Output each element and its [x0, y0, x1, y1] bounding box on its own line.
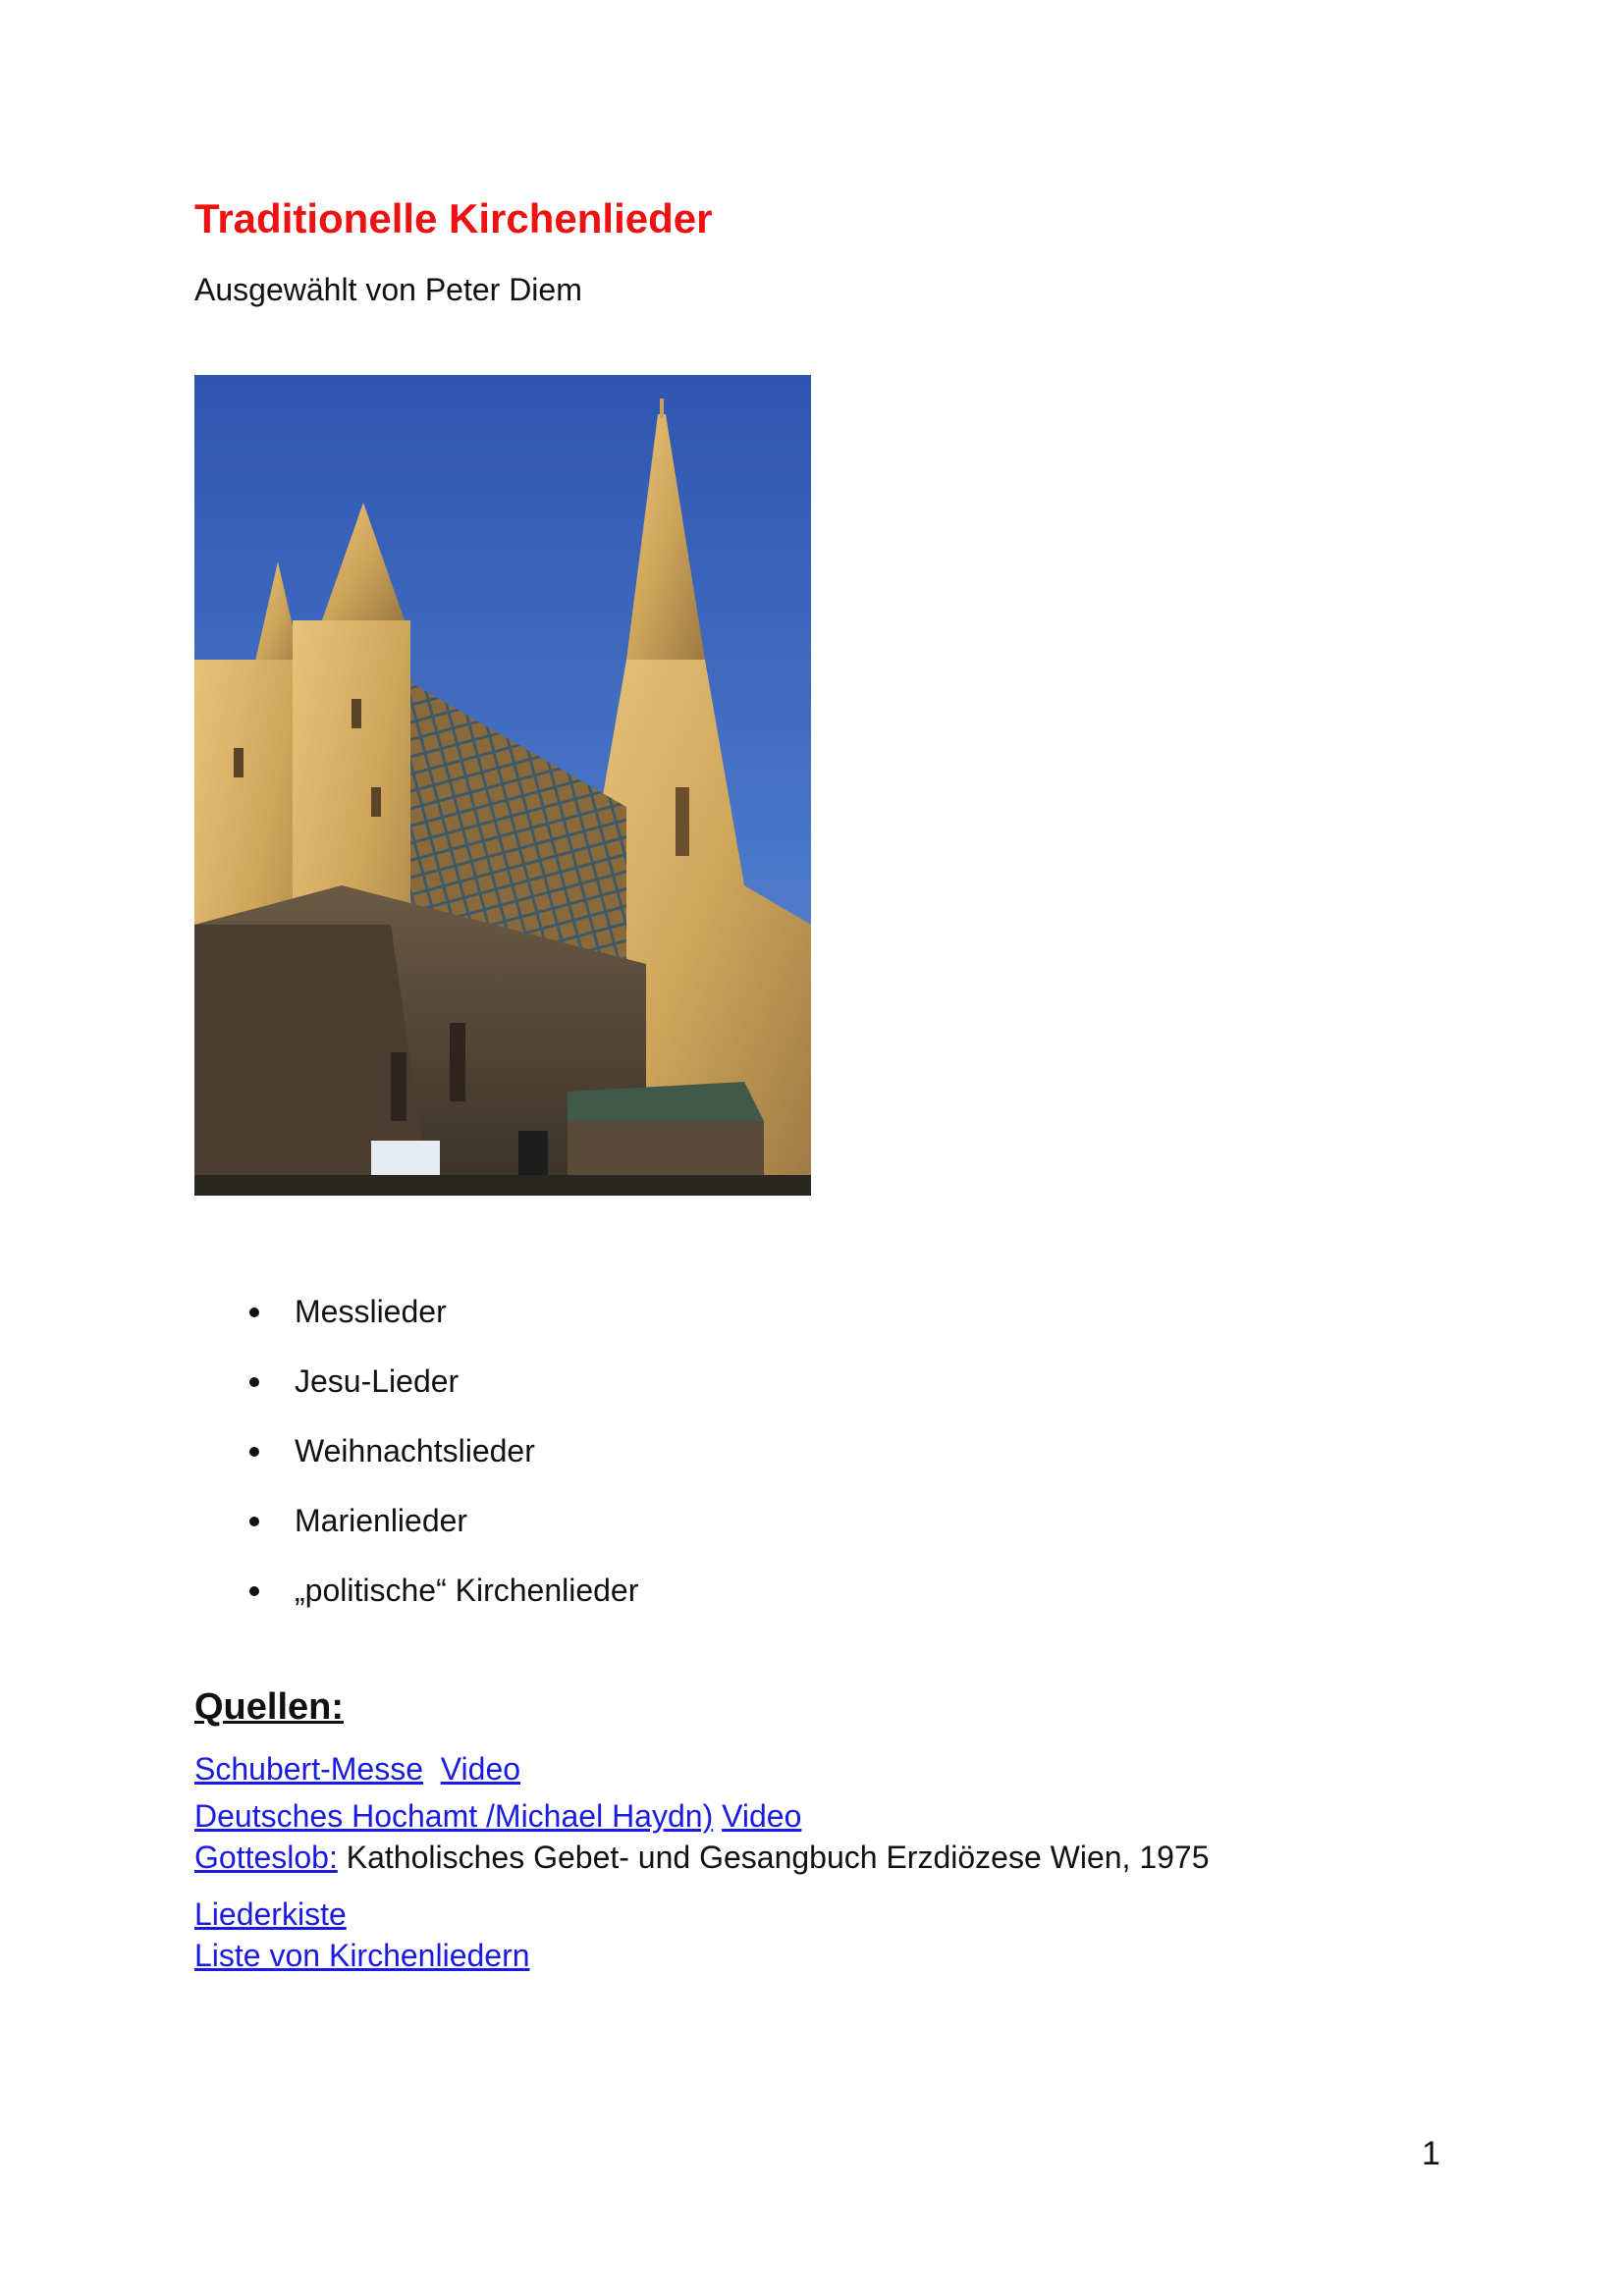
cathedral-photo — [194, 375, 811, 1196]
gotteslob-link[interactable]: Gotteslob: — [194, 1840, 338, 1875]
source-line-gotteslob — [194, 1838, 1210, 1877]
list-item-label: Jesu-Lieder — [295, 1363, 460, 1399]
schubert-messe-link[interactable]: Schubert-Messe — [194, 1751, 423, 1787]
list-item-label: Weihnachtslieder — [295, 1433, 535, 1468]
list-item — [194, 1292, 638, 1362]
bullet-icon — [249, 1447, 259, 1457]
bullet-icon — [249, 1308, 259, 1317]
source-line-liste — [194, 1936, 530, 1975]
sources-heading: Quellen: — [194, 1686, 345, 1728]
list-item — [194, 1362, 638, 1431]
deutsches-hochamt-link[interactable]: Deutsches Hochamt /Michael Haydn) — [194, 1798, 714, 1834]
list-item-label: Marienlieder — [295, 1503, 468, 1538]
document-subtitle: Ausgewählt von Peter Diem — [194, 272, 582, 307]
source-line-liederkiste — [194, 1895, 347, 1934]
source-line-schubert — [194, 1749, 520, 1789]
list-item — [194, 1571, 638, 1640]
liederkiste-link[interactable]: Liederkiste — [194, 1896, 347, 1932]
page-number: 1 — [1422, 2135, 1440, 2172]
schubert-video-link[interactable]: Video — [440, 1751, 521, 1787]
liste-von-kirchenliedern-link[interactable]: Liste von Kirchenliedern — [194, 1938, 530, 1973]
list-item — [194, 1431, 638, 1501]
bullet-icon — [249, 1586, 259, 1596]
source-line-haydn — [194, 1796, 801, 1836]
gotteslob-description: Katholisches Gebet- und Gesangbuch Erzdiözese Wien, 1975 — [337, 1840, 1210, 1875]
bullet-icon — [249, 1517, 259, 1526]
document-title: Traditionelle Kirchenlieder — [194, 195, 713, 241]
song-category-list — [194, 1292, 638, 1640]
bullet-icon — [249, 1377, 259, 1387]
list-item-label: Messlieder — [295, 1294, 447, 1329]
list-item — [194, 1501, 638, 1571]
haydn-video-link[interactable]: Video — [722, 1798, 802, 1834]
list-item-label: „politische“ Kirchenlieder — [295, 1573, 639, 1608]
